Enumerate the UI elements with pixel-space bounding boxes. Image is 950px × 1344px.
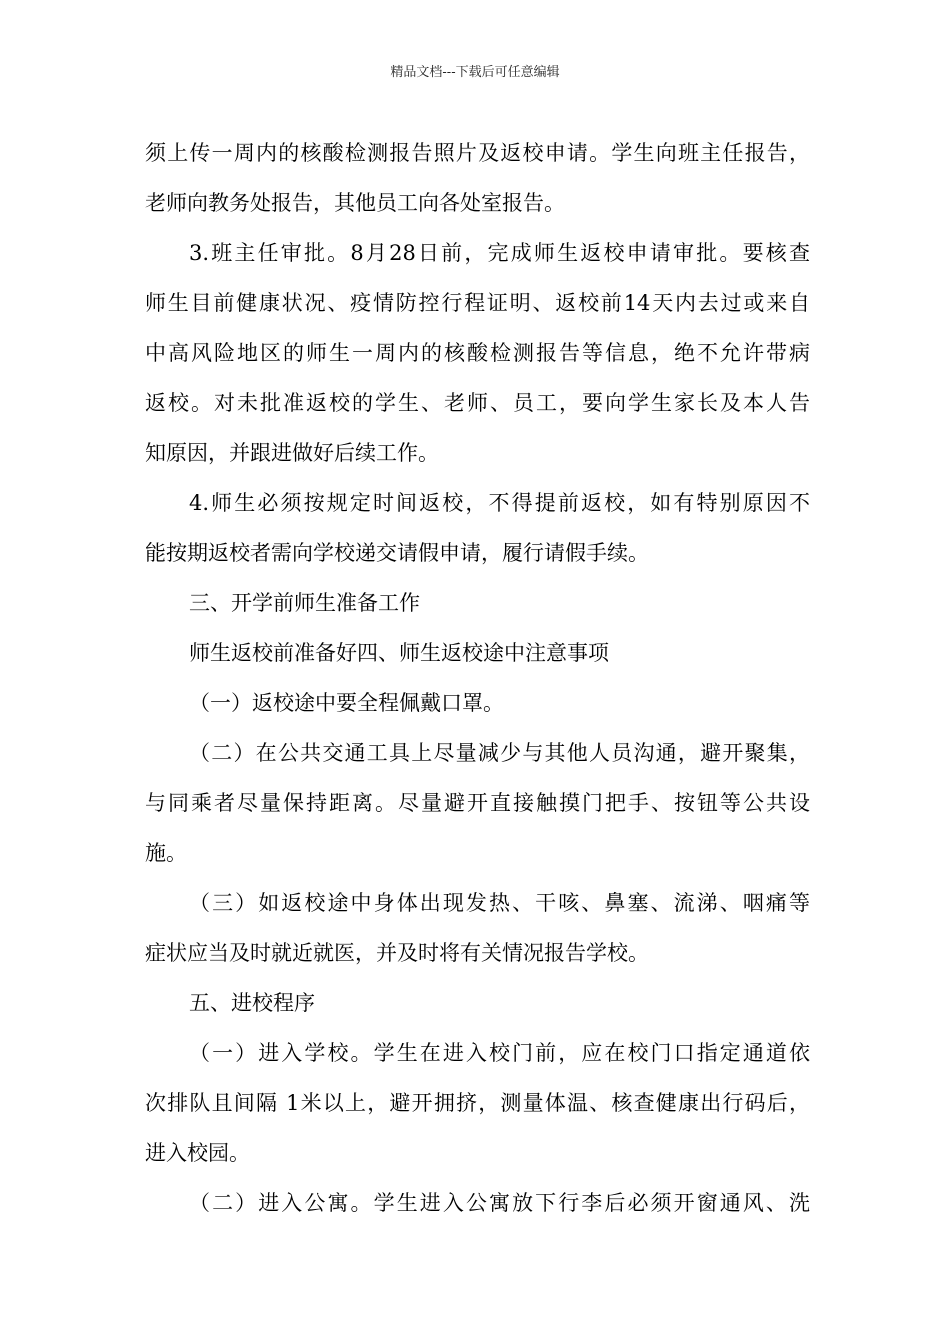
text-line: 与同乘者尽量保持距离。尽量避开直接触摸门把手、按钮等公共设 xyxy=(145,791,810,815)
text-line: 进入校园。 xyxy=(145,1141,250,1165)
text-line: 施。 xyxy=(145,841,187,865)
document-body xyxy=(145,128,810,1228)
text-line: （一）返校途中要全程佩戴口罩。 xyxy=(189,691,504,715)
text-line: 4.师生必须按规定时间返校，不得提前返校，如有特别原因不 xyxy=(189,491,810,515)
text-line: 返校。对未批准返校的学生、老师、员工，要向学生家长及本人告 xyxy=(145,391,810,415)
text-line: （三）如返校途中身体出现发热、干咳、鼻塞、流涕、咽痛等 xyxy=(189,891,810,915)
text-line: 次排队且间隔 1米以上，避开拥挤，测量体温、核查健康出行码后， xyxy=(145,1091,810,1115)
text-line: 知原因，并跟进做好后续工作。 xyxy=(145,441,439,465)
text-line: 老师向教务处报告，其他员工向各处室报告。 xyxy=(145,191,565,215)
section-heading: 三、开学前师生准备工作 xyxy=(189,591,420,615)
text-line: 师生返校前准备好四、师生返校途中注意事项 xyxy=(189,641,609,665)
section-heading: 五、进校程序 xyxy=(189,991,315,1015)
page-header: 精品文档---下载后可任意编辑 xyxy=(390,65,560,80)
text-line: （二）进入公寓。学生进入公寓放下行李后必须开窗通风、洗 xyxy=(189,1191,810,1215)
text-line: 3.班主任审批。8月28日前，完成师生返校申请审批。要核查 xyxy=(189,241,810,265)
text-line: 中高风险地区的师生一周内的核酸检测报告等信息，绝不允许带病 xyxy=(145,341,810,365)
text-line: （二）在公共交通工具上尽量减少与其他人员沟通，避开聚集， xyxy=(189,741,810,765)
text-line: 症状应当及时就近就医，并及时将有关情况报告学校。 xyxy=(145,941,649,965)
text-line: （一）进入学校。学生在进入校门前，应在校门口指定通道依 xyxy=(189,1041,810,1065)
text-line: 师生目前健康状况、疫情防控行程证明、返校前14天内去过或来自 xyxy=(145,291,810,315)
text-line: 须上传一周内的核酸检测报告照片及返校申请。学生向班主任报告， xyxy=(145,141,810,165)
text-line: 能按期返校者需向学校递交请假申请，履行请假手续。 xyxy=(145,541,649,565)
